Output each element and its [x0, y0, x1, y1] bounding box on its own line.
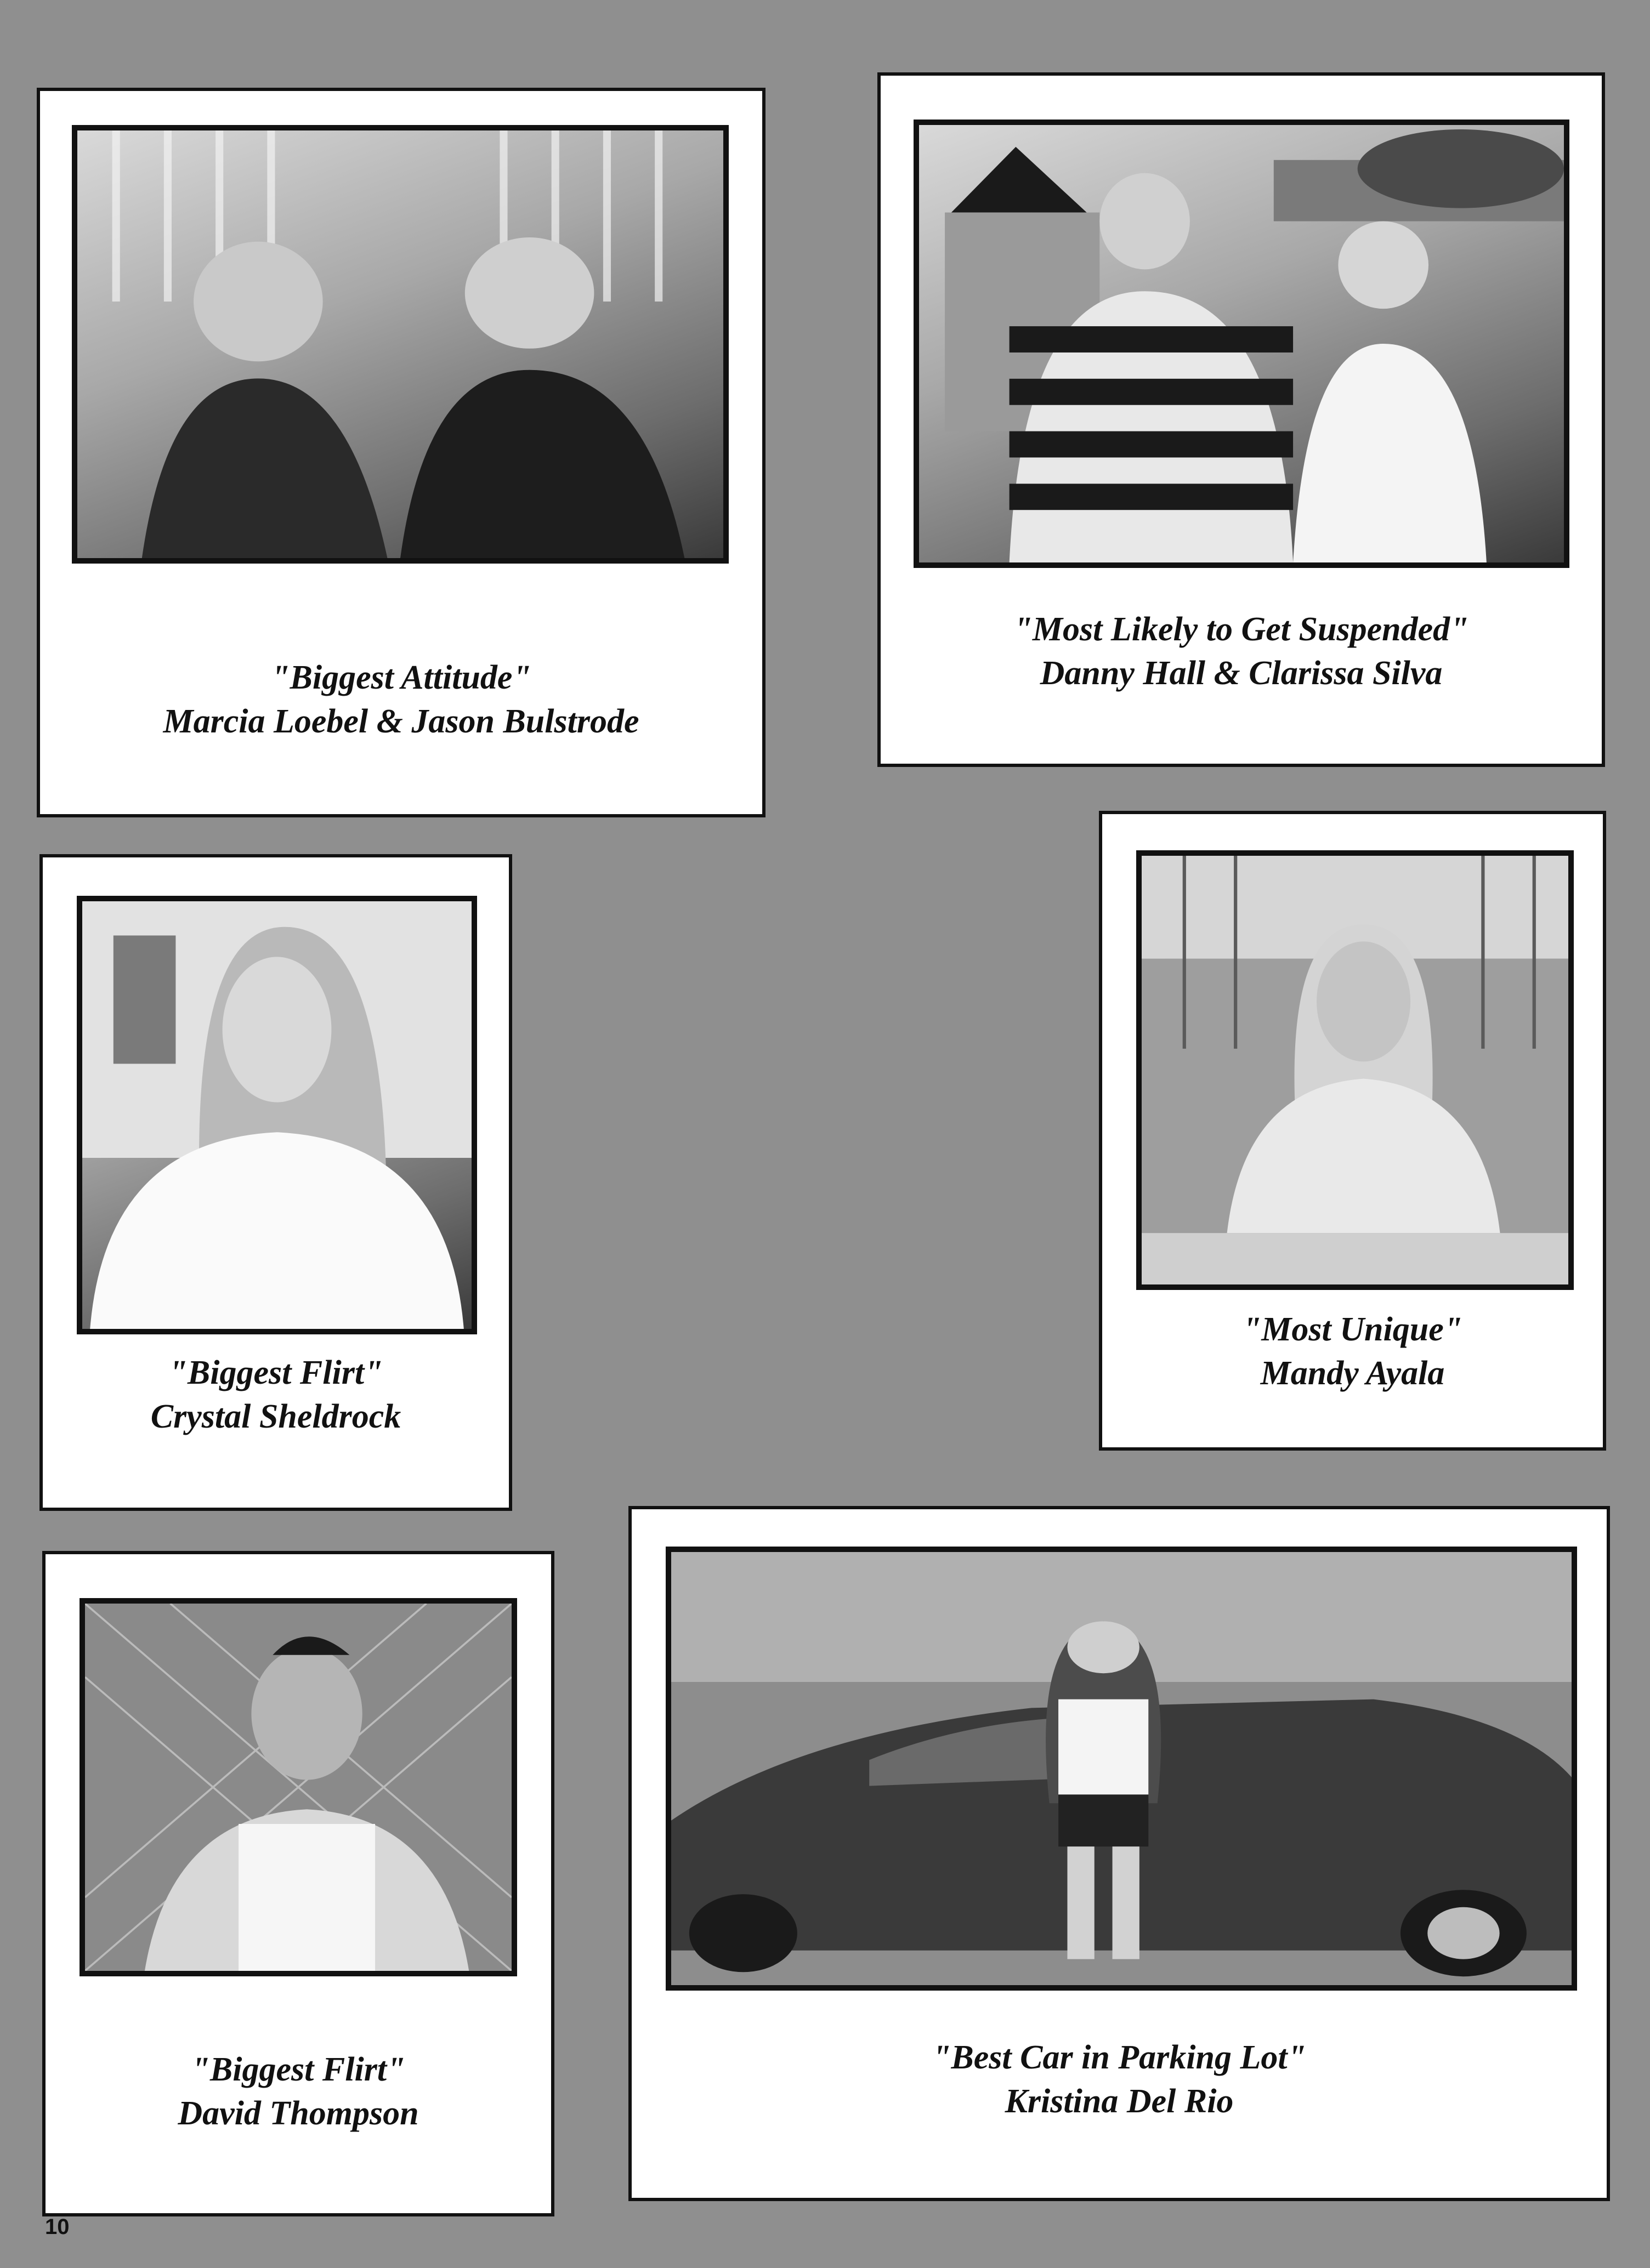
photo-student: [1136, 850, 1574, 1290]
student-names: Crystal Sheldrock: [150, 1398, 401, 1435]
photo-student: [77, 896, 477, 1334]
caption: [46, 2048, 551, 2135]
student-names: David Thompson: [178, 2095, 419, 2132]
photo-student-with-car: [666, 1547, 1577, 1991]
caption: [632, 2036, 1607, 2123]
student-names: Danny Hall & Clarissa Silva: [1040, 655, 1443, 692]
caption: [1102, 1308, 1603, 1395]
student-names: Mandy Ayala: [1260, 1355, 1445, 1392]
award-card-best-car: [628, 1506, 1610, 2201]
page-number: 10: [45, 2215, 70, 2239]
caption: [43, 1351, 509, 1439]
award-card-biggest-attitude: [37, 88, 766, 817]
award-card-most-unique: [1099, 811, 1606, 1451]
photo-two-students: [914, 120, 1569, 568]
student-names: Kristina Del Rio: [1005, 2083, 1234, 2120]
award-card-most-likely-suspended: [877, 72, 1605, 767]
award-title: "Most Unique": [1242, 1311, 1463, 1348]
student-names: Marcia Loebel & Jason Bulstrode: [163, 703, 639, 740]
photo-student: [80, 1598, 517, 1976]
award-title: "Biggest Flirt": [168, 1354, 383, 1391]
award-title: "Biggest Flirt": [191, 2051, 406, 2088]
award-card-biggest-flirt: [42, 1551, 554, 2216]
caption: [881, 607, 1602, 695]
caption: [40, 656, 762, 743]
award-title: "Biggest Attitude": [271, 659, 531, 696]
award-title: "Most Likely to Get Suspended": [1013, 611, 1469, 648]
award-card-biggest-flirt: [39, 854, 512, 1511]
award-title: "Best Car in Parking Lot": [932, 2039, 1307, 2076]
photo-two-students: [72, 125, 729, 564]
